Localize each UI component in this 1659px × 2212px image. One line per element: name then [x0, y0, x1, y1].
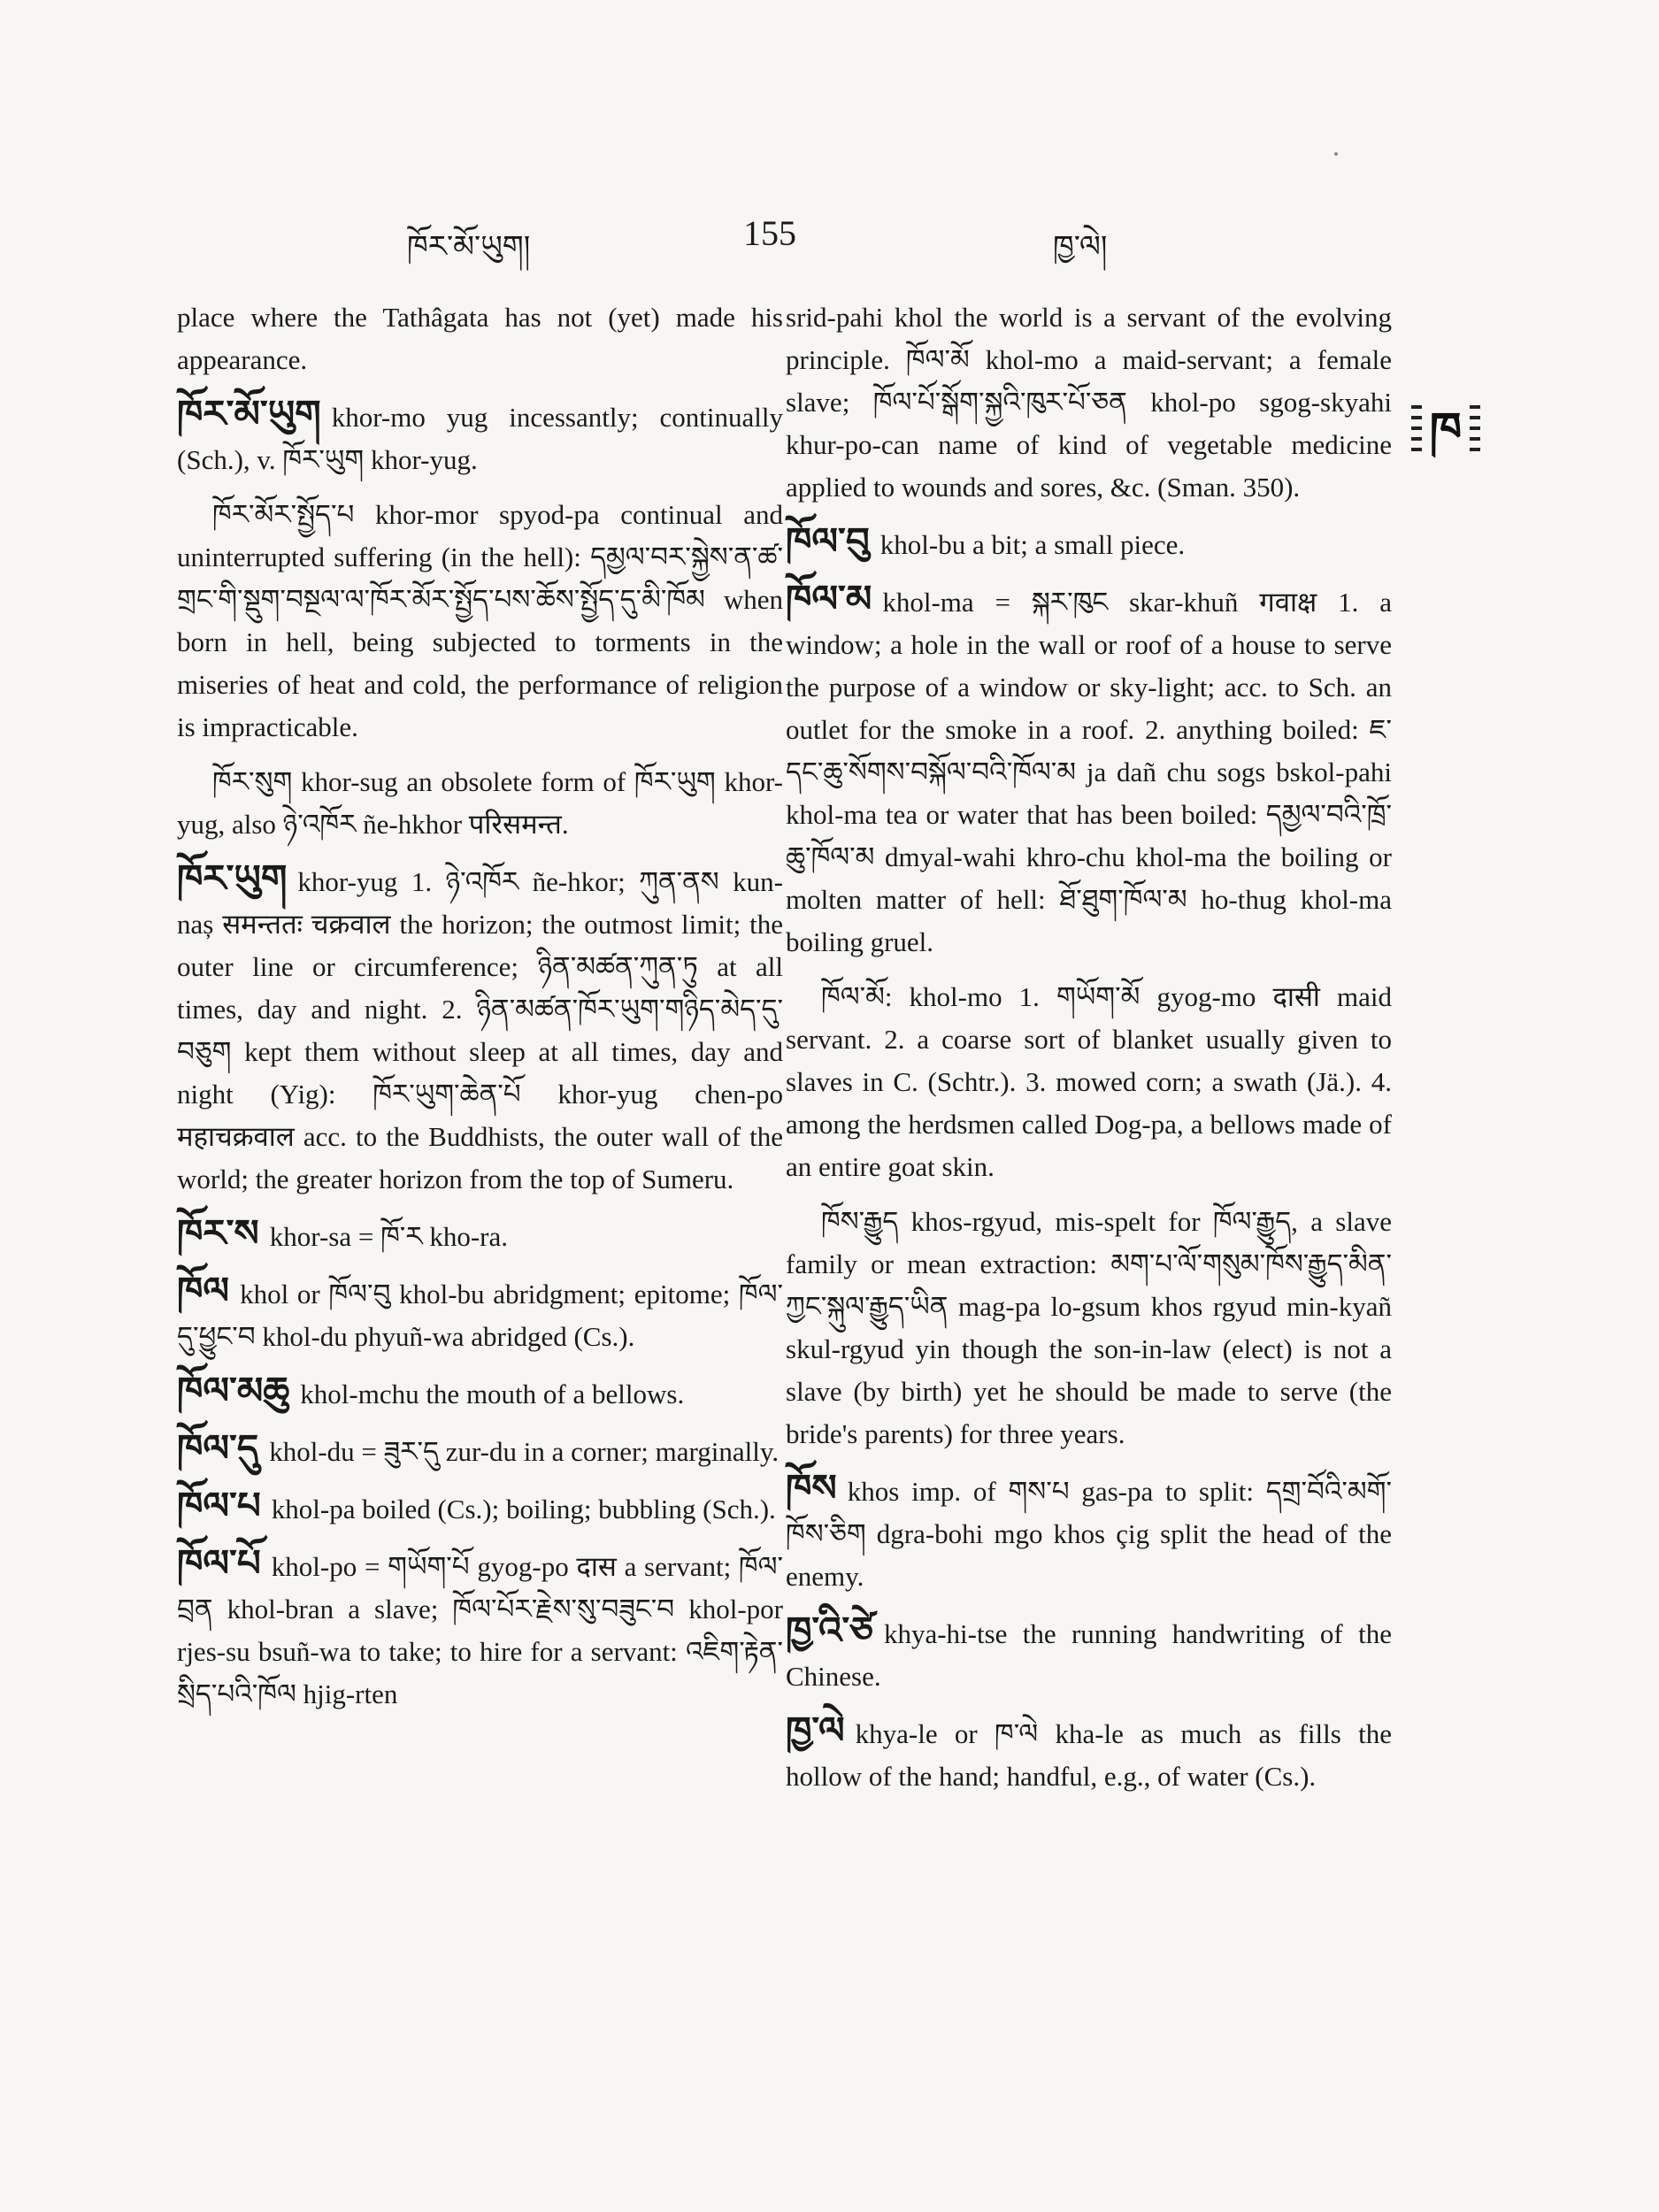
entry-left-1	[177, 394, 783, 481]
entry-text: khya-hi-tse the running handwriting of the Chinese.	[786, 1618, 1392, 1692]
entry-text: khor-yug 1. ཉེ་འཁོར ñe-hkor; ཀུན་ནས kun-naș समन्ततः चक्रवाल the horizon; the outmost limit; the outer line or circumference; ཉིན་མཚན་ཀུན་ཏུ at all times, day and night. 2. ཉིན་མཚན་ཁོར་ཡུག་གཉིད་མེད་དུ་བཅུག kept them without sleep at all times, day and night (Yig): ཁོར་ཡུག་ཆེན་པོ khor-yug chen-po महाचक्रवाल acc. to the Buddhists, the outer wall of the world; the greater horizon from the top of Sumeru.	[177, 866, 783, 1194]
entry-text: khol or ཁོལ་བུ khol-bu abridgment; epitome; ཁོལ་དུ་ཕྱུང་བ khol-du phyuñ-wa abridged (Cs.).	[177, 1279, 783, 1352]
entry-headword: ཁོལ་མ	[786, 580, 872, 620]
right-column	[786, 296, 1392, 1810]
entry-text: ཁོར་མོར་སྤྱོད་པ khor-mor spyod-pa continual and uninterrupted suffering (in the hell): དམྱལ་བར་སྐྱེས་ན་ཚ་གྲང་གི་སྡུག་བསྔལ་ལ་ཁོར་མོར་སྤྱོད་པས་ཆོས་སྤྱོད་དུ་མི་ཁོམ when born in hell, being subjected to torments in the miseries of heat and cold, the performance of religion is impracticable.	[177, 499, 783, 742]
speck	[1334, 152, 1338, 156]
entry-right-7	[786, 1710, 1392, 1798]
entry-headword: ཁོལ་དུ	[177, 1429, 259, 1470]
thumb-index-icon	[1411, 396, 1480, 458]
entry-text: ཁོས་རྒྱུད khos-rgyud, mis-spelt for ཁོལ་རྒྱུད, a slave family or mean extraction: མག་པ་ལོ་གསུམ་ཁོས་རྒྱུད་མིན་ཀྱང་སྐུལ་རྒྱུད་ཡིན mag-pa lo-gsum khos rgyud min-kyañ skul-rgyud yin though the son-in-law (elect) is not a slave (by birth) yet he should be made to serve (the bride's parents) for three years.	[786, 1206, 1392, 1449]
header-left-tibetan: ཁོར་མོ་ཡུག།	[407, 231, 531, 264]
entry-text: srid-pahi khol the world is a servant of the evolving principle. ཁོལ་མོ khol-mo a maid-servant; a female slave; ཁོལ་པོ་སྒོག་སྐྱའི་ཁུར་པོ་ཅན khol-po sgog-skyahi khur-po-can name of kind of vegetable medicine applied to wounds and sores, &c. (Sman. 350).	[786, 302, 1392, 503]
entry-text: khor-sa = ཁོ་ར kho-ra.	[269, 1221, 509, 1252]
entry-text: khol-du = ཟུར་དུ zur-du in a corner; marginally.	[269, 1436, 780, 1467]
header-right-tibetan: ཁྱ་ལེ།	[1053, 231, 1108, 264]
entry-headword: ཁོར་ས	[177, 1214, 259, 1255]
entry-right-1	[786, 521, 1392, 566]
entry-text: ཁོལ་མོ: khol-mo 1. གཡོག་མོ gyog-mo दासी maid servant. 2. a coarse sort of blanket usually given to slaves in C. (Schtr.). 3. mowed corn; a swath (Jä.). 4. among the herdsmen called Dog-pa, a bellows made of an entire goat skin.	[786, 981, 1392, 1182]
entry-left-10	[177, 1543, 783, 1716]
entry-left-7	[177, 1371, 783, 1416]
entry-right-0	[786, 296, 1392, 509]
running-head	[177, 212, 1398, 265]
entry-left-3	[177, 761, 783, 846]
entry-left-6	[177, 1271, 783, 1358]
entry-right-4	[786, 1201, 1392, 1455]
thumb-index-glyph-icon	[1411, 396, 1480, 458]
entry-headword: ཁྱ་ལེ	[786, 1711, 845, 1752]
entry-text: khor-mo yug incessantly; continually (Sch.), v. ཁོར་ཡུག khor-yug.	[177, 402, 783, 475]
entry-left-2	[177, 494, 783, 749]
entry-text: khos imp. of གས་པ gas-pa to split: དགྲ་བོའི་མགོ་ཁོས་ཅིག dgra-bohi mgo khos çig split the head of the enemy.	[786, 1476, 1392, 1592]
entry-headword: ཁོལ་པ	[177, 1486, 261, 1527]
entry-left-0	[177, 296, 783, 381]
entry-headword: ཁོར་མོ་ཡུག	[177, 395, 321, 435]
entry-headword: ཁོལ་བུ	[786, 522, 870, 563]
entry-text: ཁོར་སུག khor-sug an obsolete form of ཁོར་ཡུག khor-yug, also ཉེ་འཁོར ñe-hkhor परिसमन्त.	[177, 766, 783, 840]
entry-right-3	[786, 976, 1392, 1188]
entry-left-8	[177, 1428, 783, 1473]
entry-left-9	[177, 1486, 783, 1531]
entry-text: khya-le or ཁ་ལེ kha-le as much as fills the hollow of the hand; handful, e.g., of water (Cs.).	[786, 1718, 1392, 1792]
entry-text: khol-ma = སྐར་ཁུང skar-khuñ गवाक्ष 1. a window; a hole in the wall or roof of a house to serve the purpose of a window or sky-light; acc. to Sch. an outlet for the smoke in a roof. 2. anything boiled: ཇ་དང་ཆུ་སོགས་བསྐོལ་བའི་ཁོལ་མ ja dañ chu sogs bskol-pahi khol-ma tea or water that has been boiled: དམྱལ་བའི་ཁྲོ་ཆུ་ཁོལ་མ dmyal-wahi khro-chu khol-ma the boiling or molten matter of hell: ཐོ་ཐུག་ཁོལ་མ ho-thug khol-ma boiling gruel.	[786, 587, 1392, 957]
entry-headword: ཁོལ	[177, 1271, 230, 1312]
entry-headword: ཁོར་ཡུག	[177, 859, 288, 900]
entry-text: khol-po = གཡོག་པོ gyog-po दास a servant; ཁོལ་བྲན khol-bran a slave; ཁོལ་པོར་རྗེས་སུ་བཟུང་བ khol-por rjes-su bsuñ-wa to take; to hire for a servant: འཇིག་རྟེན་སྲིད་པའི་ཁོལ hjig-rten	[177, 1551, 783, 1709]
entry-right-5	[786, 1468, 1392, 1598]
left-column	[177, 296, 783, 1728]
entry-text: khol-mchu the mouth of a bellows.	[300, 1379, 685, 1409]
page-number: 155	[743, 213, 796, 253]
entry-headword: ཁོལ་པོ	[177, 1544, 261, 1585]
entry-text: khol-pa boiled (Cs.); boiling; bubbling (Sch.).	[271, 1494, 776, 1525]
entry-text: khol-bu a bit; a small piece.	[879, 529, 1186, 560]
entry-headword: ཁོལ་མཆུ	[177, 1371, 290, 1412]
entry-text: place where the Tathâgata has not (yet) made his appearance.	[177, 302, 783, 375]
entry-headword: ཁྱ་འི་ཙེ	[786, 1611, 873, 1652]
entry-left-5	[177, 1213, 783, 1258]
entry-left-4	[177, 858, 783, 1201]
svg-text:ཁ: ཁ	[1429, 403, 1463, 457]
entry-right-6	[786, 1610, 1392, 1698]
entry-right-2	[786, 579, 1392, 964]
entry-headword: ཁོས	[786, 1469, 837, 1509]
